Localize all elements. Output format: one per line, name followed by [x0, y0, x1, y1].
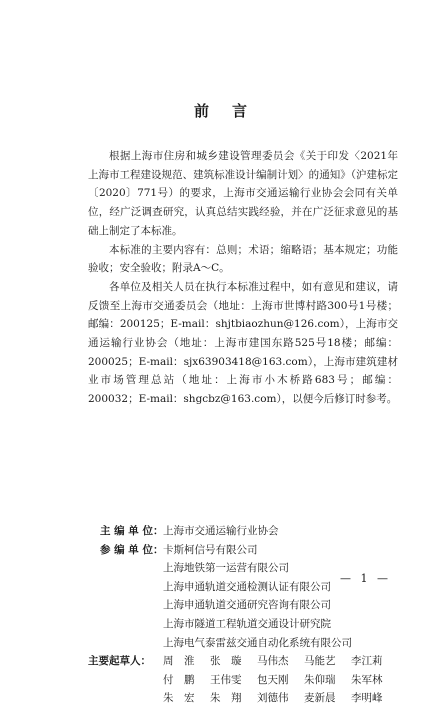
- drafter-name: 张 璇: [210, 655, 242, 668]
- participating-org: 上海电气泰雷兹交通自动化系统有限公司: [163, 636, 352, 649]
- drafter-name: 朱军林: [351, 673, 383, 686]
- chief-editor-org: 上海市交通运输行业协会: [163, 525, 279, 537]
- drafter-name: 李江莉: [351, 655, 383, 668]
- paragraph-background: 根据上海市住房和城乡建设管理委员会《关于印发〈2021年上海市工程建设规范、建筑标准设计编制计划〉的通知》（沪建标定〔2020〕771号）的要求，上海市交通运输行业协会会同有关单位，经广泛调查研究，认真总结实践经验，并在广泛征求意见的基础上制定了本标准。: [88, 150, 398, 237]
- drafter-name: 刘德伟: [257, 692, 289, 705]
- paragraph-contents: 本标准的主要内容有：总则；术语；缩略语；基本规定；功能验收；安全验收；附录A～C。: [88, 243, 398, 275]
- participating-org: 上海申通轨道交通研究咨询有限公司: [163, 599, 331, 612]
- chief-editor-row: [88, 522, 408, 541]
- participating-org: 上海申通轨道交通检测认证有限公司: [163, 580, 331, 593]
- chief-editor-label: 主 编 单 位：: [100, 525, 164, 537]
- preface-body: [88, 147, 398, 409]
- paragraph-feedback: 各单位及相关人员在执行本标准过程中，如有意见和建议，请反馈至上海市交通委员会（地址：上海市世博村路300号1号楼；邮编：200125；E-mail：shjtbiaozhun@126.com），上海市交通运输行业协会（地址：上海市建国东路525号18楼；邮编：200025；E-mail：sjx63903418@163.com），上海市建筑建材业市场管理总站（地址：上海市小木桥路683号；邮编：200032；E-mail：shgcbz@163.com），以便今后修订时参考。: [88, 280, 398, 406]
- drafter-name: 马能艺: [304, 655, 336, 668]
- credits-block: [88, 522, 408, 708]
- drafter-name: 周 淮: [163, 655, 195, 668]
- drafter-name: 麦新晨: [304, 692, 336, 705]
- participating-org: 上海市隧道工程轨道交通设计研究院: [163, 617, 331, 630]
- drafter-name: 付 鹏: [163, 673, 195, 686]
- participating-org-list: [163, 541, 352, 653]
- participating-row: [88, 541, 408, 653]
- drafter-name: 朱 翔: [210, 692, 242, 705]
- drafters-name-grid: [163, 652, 398, 708]
- drafter-name: 李明峰: [351, 692, 383, 705]
- drafter-name: 马伟杰: [257, 655, 289, 668]
- drafter-name: 朱 宏: [163, 692, 195, 705]
- page-number: — 1 —: [340, 572, 391, 585]
- participating-org: 上海地铁第一运营有限公司: [163, 562, 289, 575]
- participating-org: 卡斯柯信号有限公司: [163, 543, 258, 556]
- drafters-row: [88, 652, 408, 708]
- participating-label: 参 编 单 位：: [100, 543, 164, 556]
- page-title: 前 言: [193, 102, 251, 120]
- drafters-label: 主要起草人：: [88, 655, 151, 668]
- drafter-name: 朱仰瑞: [304, 673, 336, 686]
- drafter-name: 包天刚: [257, 673, 289, 686]
- drafter-name: 王伟雯: [210, 673, 242, 686]
